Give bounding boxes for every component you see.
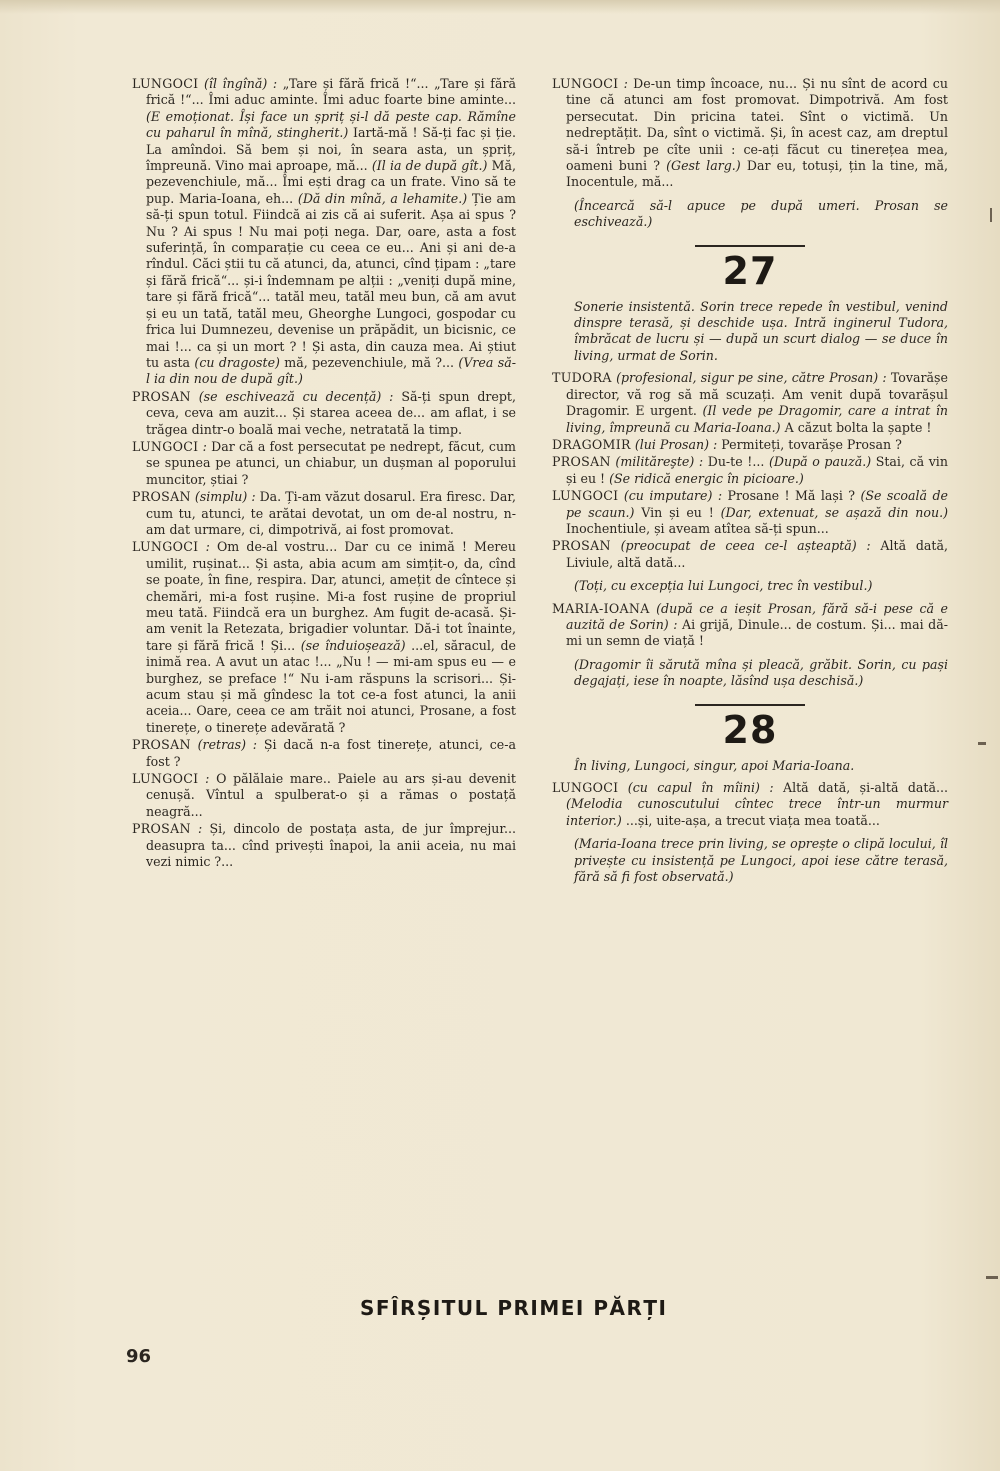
speech-lungoci-4: [132, 771, 516, 820]
stage-direction: (Melodia cunoscutului cîntec trece într-un murmur interior.): [566, 796, 948, 828]
stage-direction: :: [623, 76, 628, 91]
speaker-name: LUNGOCI: [552, 76, 619, 91]
stage-direction-block: (Încearcă să-l apuce pe după umeri. Prosan se eschivează.): [574, 197, 948, 230]
stage-direction: (simplu) :: [194, 489, 256, 505]
dialogue-text: Du-te !...: [707, 454, 765, 470]
scene-divider: [695, 245, 805, 247]
speaker-name: PROSAN: [552, 454, 611, 470]
stage-direction: :: [205, 771, 210, 787]
dialogue-text: Să-ți spun drept, ceva, ceva am auzit... Și starea aceea de... am aflat, i se trăgea dintr-o boală mai veche, netratată la timp.: [146, 388, 516, 437]
stage-direction: (Se scoală de pe scaun.): [566, 488, 948, 520]
stage-direction: (cu imputare) :: [623, 488, 723, 504]
scene-28-intro: În living, Lungoci, singur, apoi Maria-Ioana.: [574, 757, 855, 773]
stage-direction: (Se ridică energic în picioare.): [609, 470, 804, 486]
speech-prosan-5: [552, 454, 948, 487]
dialogue-text: Și dacă n-a fost tinerețe, atunci, ce-a fost ?: [146, 737, 516, 769]
speech-prosan-6: [552, 538, 948, 571]
stage-direction-block: (Toți, cu excepția lui Lungoci, trec în vestibul.): [574, 578, 873, 594]
dialogue-text: Ai grijă, Dinule... de costum. Și... mai dă-mi un semn de viață !: [566, 616, 948, 649]
speaker-name: MARIA-IOANA: [552, 600, 650, 616]
stage-direction: (Il vede pe Dragomir, care a intrat în living, împreună cu Maria-Ioana.): [566, 403, 948, 435]
dialogue-text: Mă, pezevenchiule, mă... Îmi ești drag ca un frate. Vino să te pup. Maria-Ioana, eh...: [146, 158, 516, 206]
dialogue-text: Om de-al vostru... Dar cu ce inimă ! Mereu umilit, rușinat... Și asta, abia acum am simțit-o, da, cînd se poate, în fine, respira. Dar, atunci, amețit de cîntece și chemări, mi-a fost rușine. Mi-a fost rușine de propriul meu tată. Fiindcă era un burghez. Am fugit de-acasă. Și-am venit la Retezata, brigadier voluntar. Dă-i tot înainte, tare și fără frică ! Și...: [146, 539, 516, 653]
speaker-name: TUDORA: [552, 370, 612, 386]
dialogue-text: Da. Ți-am văzut dosarul. Era firesc. Dar, cum tu, atunci, te arătai devotat, un om de-al nostru, n-am dat urmare, ci, dimpotrivă, ai fost promovat.: [146, 489, 516, 537]
stage-direction: (după ce a ieșit Prosan, fără să-i pese că e auzită de Sorin) :: [566, 600, 948, 632]
dialogue-text: O pălălaie mare.. Paiele au ars și-au devenit cenușă. Vîntul a spulberat-o și a rămas o postață neagră...: [146, 771, 516, 819]
stage-direction: (se înduioșează): [300, 637, 406, 653]
speaker-name: PROSAN: [552, 538, 611, 554]
stage-direction: (Il ia de după gît.): [371, 158, 488, 174]
dialogue-text: Permiteți, tovarășe Prosan ?: [721, 436, 902, 452]
stage-direction: (milităreşte) :: [615, 454, 704, 470]
speech-prosan-1: [132, 389, 516, 438]
stage-direction-block: (Dragomir îi sărută mîna și pleacă, grăbit. Sorin, cu pași degajați, iese în noapte, lăsînd ușa deschisă.): [574, 656, 948, 689]
left-column: [132, 76, 516, 871]
margin-mark: [990, 208, 992, 222]
stage-direction: :: [202, 438, 207, 454]
speech-maria-ioana: [552, 601, 948, 650]
speech-dragomir: [552, 437, 948, 453]
speech-prosan-4: [132, 821, 516, 870]
stage-direction: (Gest larg.): [666, 158, 741, 174]
stage-direction: (se eschivează cu decență) :: [198, 388, 394, 404]
dialogue-text: Și, dincolo de postața asta, de jur împrejur... deasupra ta... cînd privești înapoi, la anii aceia, nu mai vezi nimic ?...: [146, 821, 516, 870]
speech-lungoci-2: [132, 439, 516, 488]
stage-direction: (cu capul în mîini) :: [627, 780, 774, 795]
speaker-name: LUNGOCI: [132, 76, 199, 91]
stage-direction: (retras) :: [197, 737, 258, 753]
dialogue-text: Prosane ! Mă lași ?: [727, 488, 856, 504]
margin-mark: [978, 742, 986, 745]
scene-27-heading: [552, 245, 948, 291]
stage-direction: (îl îngînă) :: [204, 76, 278, 91]
speech-lungoci-3: [132, 539, 516, 736]
dialogue-text: ...și, uite-așa, a trecut viața mea toată...: [625, 812, 880, 828]
speaker-name: LUNGOCI: [132, 771, 199, 787]
scene-divider: [695, 704, 805, 706]
dialogue-text: A căzut bolta la șapte !: [784, 419, 932, 435]
stage-direction: (lui Prosan) :: [634, 436, 718, 452]
stage-direction: (preocupat de ceea ce-l așteaptă) :: [620, 538, 871, 554]
speech-tudora: [552, 370, 948, 436]
right-column: [552, 76, 948, 891]
speaker-name: PROSAN: [132, 388, 191, 404]
speaker-name: LUNGOCI: [552, 780, 619, 795]
dialogue-text: De-un timp încoace, nu... Și nu sînt de acord cu tine că atunci am fost promovat. Dimpotrivă. Am fost persecutat. Din pricina tatei. Sînt o victimă. Un nedreptățit. Da, sînt o victimă. Și, în acest caz, am dreptul să-i întreb pe cîte unii : ce-ați făcut cu tinerețea mea, oameni buni ?: [566, 76, 948, 174]
dialogue-text: Stai, că vin și eu !: [566, 454, 948, 486]
dialogue-text: ...el, săracul, de inimă rea. A avut un atac !... „Nu ! — mi-am spus eu — e burghez, se preface !“ Nu i-am răspuns la scrisori... Și-acum stau și mă gîndesc la tot ce-a fost atunci, la anii aceia... Oare, ceea ce am trăit noi atunci, Prosane, a fost tinerețe, o tinerețe adevărată ?: [146, 637, 517, 735]
dialogue-text: Iartă-mă ! Să-ți fac și ție. La amîndoi. Să bem și noi, în seara asta, un șpriț, împreună. Vino mai aproape, mă...: [146, 125, 516, 174]
dialogue-text: Dar că a fost persecutat pe nedrept, făcut, cum se spunea pe atunci, un chiabur, un dușman al poporului muncitor, știai ?: [146, 438, 516, 487]
speaker-name: PROSAN: [132, 737, 191, 753]
dialogue-text: mă, pezevenchiule, mă ?...: [284, 354, 455, 370]
speech-lungoci-5: [552, 76, 948, 191]
stage-direction: (Vrea să-l ia din nou de după gît.): [146, 354, 516, 387]
dialogue-text: Dar eu, totuși, țin la tine, mă, Inocentule, mă...: [566, 158, 948, 190]
dialogue-text: Ție am să-ți spun totul. Fiindcă ai zis că ai suferit. Așa ai spus ? Nu ? Ai spus ! Nu mai poți nega. Dar, oare, asta a fost suferință, în comparație cu ceea ce eu... Ani și ani de-a rîndul. Căci știi tu că atunci, da, atunci, cînd țipam : „tare și fără frică“... și-i îndemnam pe alții : „veniți după mine, tare și fără frică“... tatăl meu, tatăl meu bun, că am avut și eu un tată, tatăl meu, Gheorghe Lungoci, gospodar cu frica lui Dumnezeu, devenise un prăpădit, un bicisnic, ce mai !... ca și un mort ? ! Și asta, din cauza mea. Ai știut tu asta: [146, 190, 516, 370]
stage-direction-block: (Maria-Ioana trece prin living, se oprește o clipă locului, îl privește cu insistență pe Lungoci, apoi iese către terasă, fără să fi fost observată.): [574, 836, 948, 885]
dialogue-text: Altă dată, și-altă dată...: [783, 780, 948, 795]
speaker-name: PROSAN: [132, 821, 191, 837]
dialogue-text: Tovarășe director, vă rog să mă scuzați. Am venit după tovarășul Dragomir. E urgent.: [566, 370, 948, 419]
stage-direction: :: [198, 821, 203, 837]
stage-direction: (Dă din mînă, a lehamite.): [297, 190, 468, 206]
dialogue-text: Vin și eu !: [641, 504, 714, 520]
page-number: 96: [126, 1346, 152, 1367]
dialogue-text: Inochentiule, și aveam atîtea să-ți spun...: [566, 520, 829, 536]
speaker-name: LUNGOCI: [552, 488, 619, 504]
stage-direction: (După o pauză.): [768, 454, 872, 470]
speech-lungoci-6: [552, 488, 948, 537]
page-top-edge: [0, 0, 1000, 14]
speech-prosan-3: [132, 737, 516, 770]
part-ending-title: SFÎRȘITUL PRIMEI PĂRȚI: [360, 1296, 668, 1320]
scene-number: 27: [722, 248, 778, 293]
speaker-name: PROSAN: [132, 489, 191, 505]
dialogue-text: „Tare și fără frică !“... „Tare și fără frică !“... Îmi aduc aminte. Îmi aduc foarte bine aminte...: [146, 76, 516, 108]
speech-lungoci-7: [552, 780, 948, 829]
stage-direction: (cu dragoste): [194, 354, 280, 370]
margin-mark: [986, 1276, 998, 1279]
dialogue-text: Altă dată, Liviule, altă dată...: [566, 538, 948, 570]
speaker-name: LUNGOCI: [132, 438, 199, 454]
stage-direction: (profesional, sigur pe sine, către Prosan) :: [616, 370, 887, 386]
speaker-name: DRAGOMIR: [552, 436, 631, 452]
stage-direction: (Dar, extenuat, se așază din nou.): [720, 504, 948, 520]
speaker-name: LUNGOCI: [132, 539, 199, 555]
scene-28-heading: [552, 704, 948, 750]
scene-27-intro: Sonerie insistentă. Sorin trece repede în vestibul, venind dinspre terasă, și deschide ușa. Intră inginerul Tudora, îmbrăcat de lucru și — după un scurt dialog — se duce în living, urmat de Sorin.: [574, 298, 948, 363]
speech-lungoci-1: [132, 76, 516, 388]
stage-direction: (E emoționat. Își face un șpriț și-l dă peste cap. Rămîne cu paharul în mînă, stingherit.): [146, 108, 516, 141]
speech-prosan-2: [132, 489, 516, 538]
scene-number: 28: [722, 707, 778, 752]
stage-direction: :: [205, 539, 210, 555]
